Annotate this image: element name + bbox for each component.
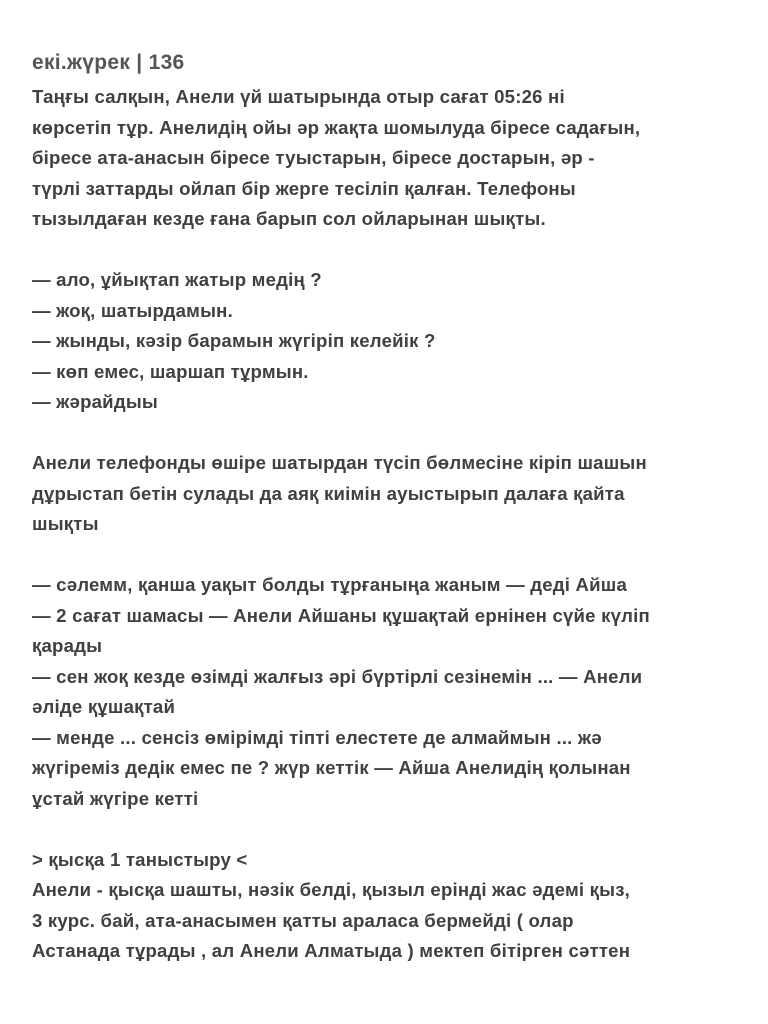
text-line: дұрыстап бетін сулады да аяқ киімін ауыстырып далаға қайта (32, 482, 625, 504)
paragraph-gap (32, 540, 744, 571)
page-title: екі.жүрек | 136 (32, 51, 185, 74)
dialogue-block (32, 570, 744, 814)
paragraph (32, 82, 744, 235)
dialogue-line: — сен жоқ кезде өзімді жалғыз әрі бүртірлі сезінемін ... — Анели (32, 665, 643, 687)
dialogue-line: — жоқ, шатырдамын. (32, 299, 233, 321)
dialogue-line: — менде ... сенсіз өмірімді тіпті елестете де алмаймын ... жә (32, 726, 602, 748)
text-line: Анели - қысқа шашты, нәзік белді, қызыл ерінді жас әдемі қыз, (32, 879, 631, 900)
dialogue-line: әліде құшақтай (32, 696, 176, 717)
text-line: Таңғы салқын, Анели үй шатырында отыр сағат 05:26 ні (32, 86, 565, 107)
dialogue-line: қарады (32, 635, 103, 656)
paragraph (32, 448, 744, 540)
text-line: Астанада тұрады , ал Анели Алматыда ) мектеп бітірген сәттен (32, 940, 631, 961)
dialogue-line: — ало, ұйықтап жатыр медің ? (32, 269, 322, 290)
paragraph-gap (32, 418, 744, 449)
dialogue-block (32, 265, 744, 418)
dialogue-line: — көп емес, шаршап тұрмын. (32, 360, 309, 382)
text-line: түрлі заттарды ойлап бір жерге тесіліп қалған. Телефоны (32, 177, 576, 199)
text-line: Анели телефонды өшіре шатырдан түсіп бөлмесіне кіріп шашын (32, 452, 647, 473)
paragraph (32, 845, 744, 967)
paragraph-gap (32, 235, 744, 266)
dialogue-line: ұстай жүгіре кетті (32, 787, 199, 809)
dialogue-line: — жынды, кәзір барамын жүгіріп келейік ? (32, 330, 436, 351)
text-line: шықты (32, 513, 99, 534)
section-heading: > қысқа 1 таныстыру < (32, 848, 248, 870)
text-line: біресе ата-анасын біресе туыстарын, біресе достарын, әр - (32, 147, 595, 168)
dialogue-line: — сәлемм, қанша уақыт болды тұрғаныңа жаным — деді Айша (32, 574, 628, 595)
paragraph-gap (32, 814, 744, 845)
dialogue-line: жүгіреміз дедік емес пе ? жүр кеттік — Айша Анелидің қолынан (32, 757, 631, 778)
text-line: тызылдаған кезде ғана барып сол ойларынан шықты. (32, 208, 546, 229)
text-line: 3 курс. бай, ата-анасымен қатты араласа бермейді ( олар (32, 909, 574, 931)
text-line: көрсетіп тұр. Анелидің ойы әр жақта шомылуда біресе садағын, (32, 116, 641, 138)
dialogue-line: — 2 сағат шамасы — Анели Айшаны құшақтай ернінен сүйе күліп (32, 604, 650, 626)
document-page (32, 48, 744, 967)
story-text (32, 82, 744, 967)
dialogue-line: — жәрайдыы (32, 391, 158, 412)
